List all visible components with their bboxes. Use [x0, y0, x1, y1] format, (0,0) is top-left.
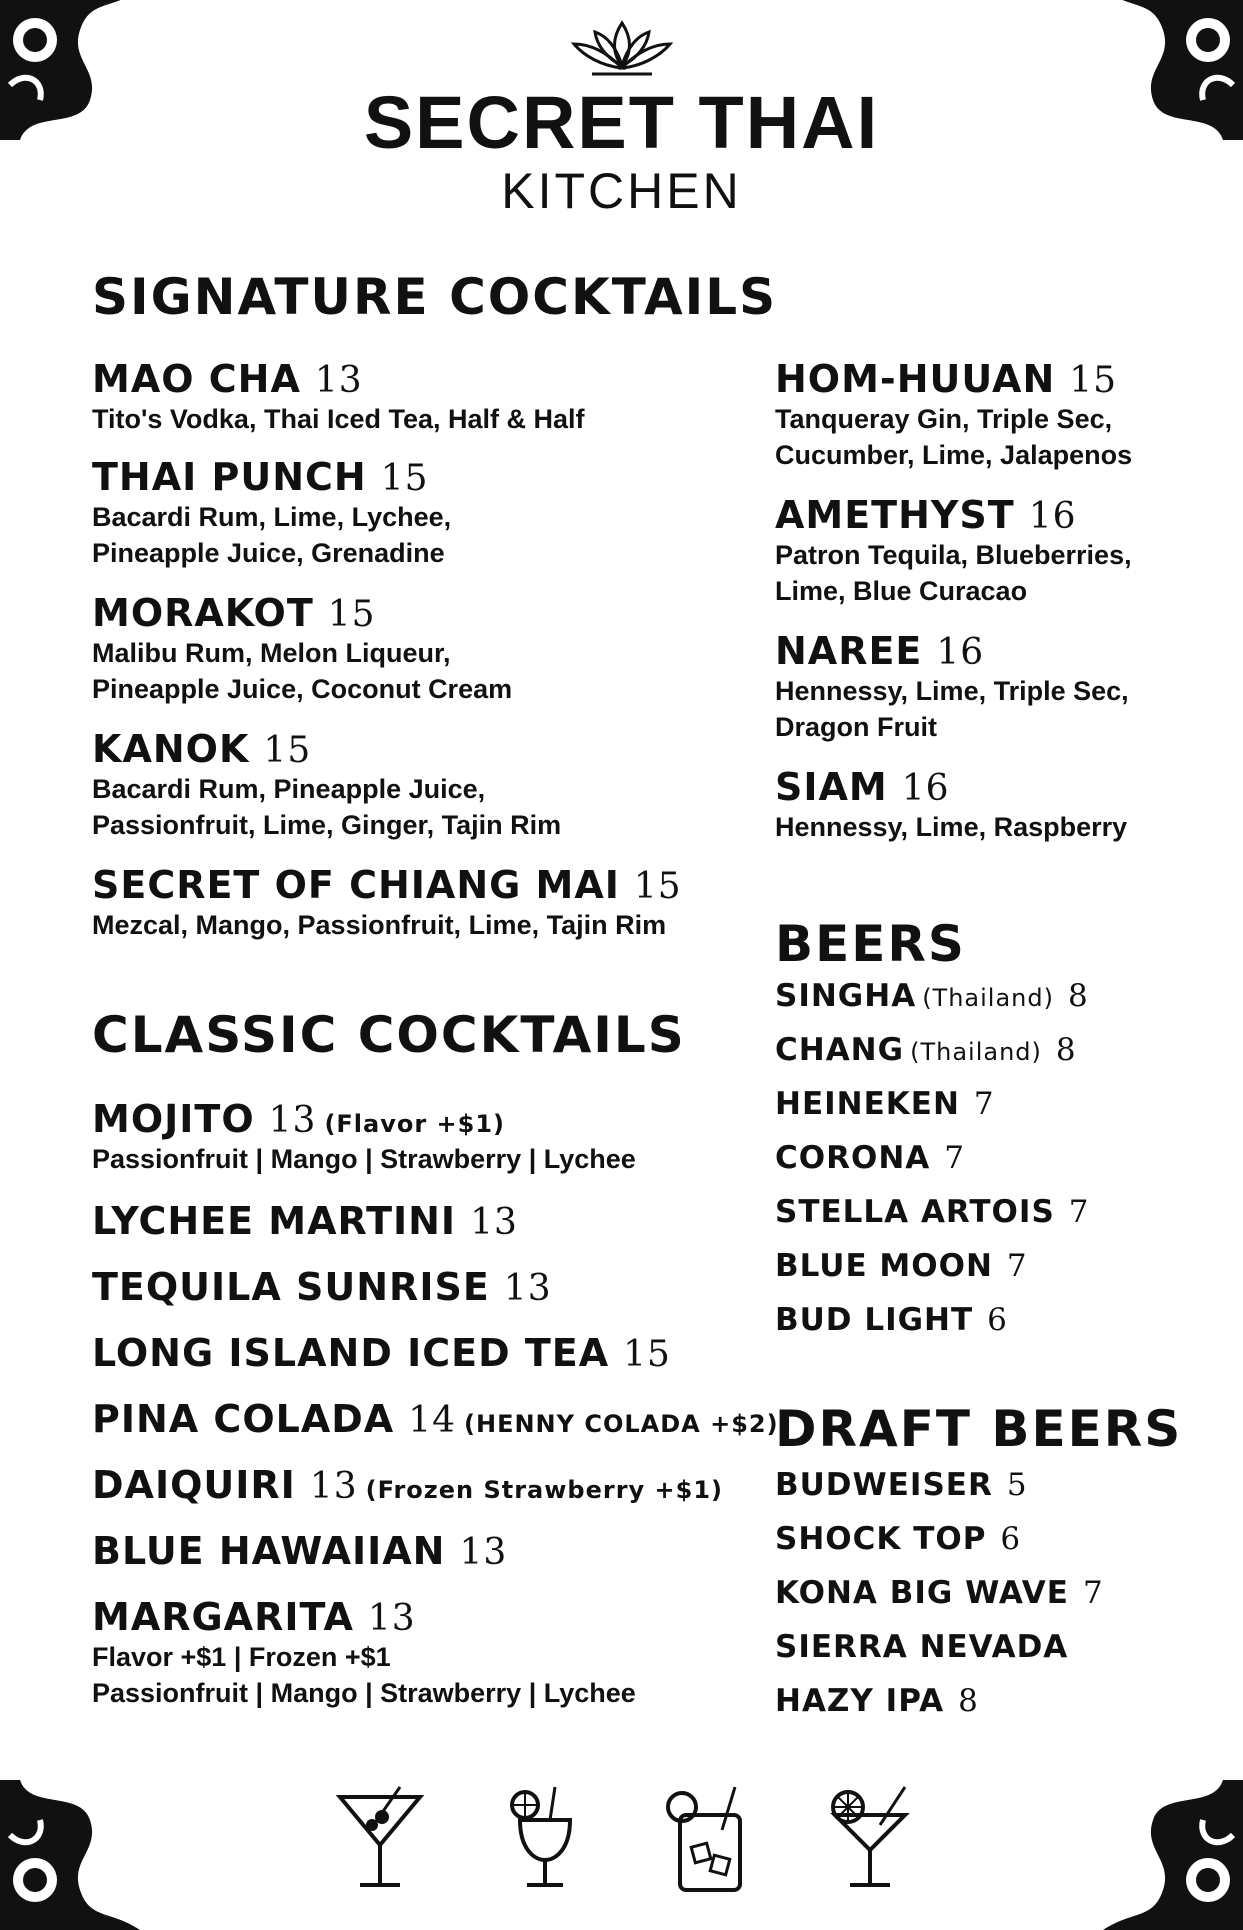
menu-item-price: 14 [408, 1400, 457, 1441]
beer-price: 7 [944, 1140, 965, 1176]
menu-item-price: 13 [459, 1532, 508, 1573]
menu-item-name: MOJITO [92, 1097, 255, 1141]
menu-item-description: Mezcal, Mango, Passionfruit, Lime, Tajin Rim [92, 909, 667, 940]
menu-item-price: 15 [263, 730, 312, 771]
restaurant-logo [0, 18, 1243, 219]
section-title-signature: SIGNATURE COCKTAILS [92, 268, 778, 326]
beer-item [775, 1683, 979, 1719]
beer-item [775, 1194, 1090, 1230]
menu-item-header [775, 357, 1132, 401]
beer-origin: (Thailand) [922, 984, 1054, 1012]
menu-item-name: LONG ISLAND ICED TEA [92, 1331, 610, 1375]
menu-item-description: Lime, Blue Curacao [775, 575, 1028, 606]
menu-item-description: Patron Tequila, Blueberries, [775, 539, 1132, 570]
menu-item [92, 1265, 552, 1309]
menu-item-header [92, 455, 451, 499]
menu-item-name: PINA COLADA [92, 1397, 395, 1441]
menu-item-price: 13 [314, 360, 363, 401]
drink-icons-row [330, 1785, 920, 1895]
menu-item-name: AMETHYST [775, 493, 1015, 537]
menu-item [92, 1529, 508, 1573]
menu-item-price: 15 [623, 1334, 671, 1375]
beer-origin: (Thailand) [910, 1038, 1042, 1066]
menu-item [92, 1331, 671, 1375]
menu-item-price: 15 [327, 594, 376, 635]
menu-item [775, 629, 1129, 744]
menu-item-header [92, 1595, 636, 1639]
menu-item-description: Flavor +$1 | Frozen +$1 [92, 1641, 391, 1672]
menu-item-name: SECRET OF CHIANG MAI [92, 863, 620, 907]
menu-item-note: (Flavor +$1) [324, 1110, 506, 1138]
menu-item-name: NAREE [775, 629, 923, 673]
beer-name: HAZY IPA [775, 1683, 945, 1719]
menu-item-header [92, 1265, 552, 1309]
martini-glass-icon [330, 1785, 430, 1895]
menu-item-header [92, 357, 585, 401]
beer-item [775, 978, 1089, 1014]
beer-name: SINGHA [775, 978, 917, 1014]
menu-item-header [92, 591, 512, 635]
menu-item-price: 15 [1069, 360, 1118, 401]
menu-item-name: TEQUILA SUNRISE [92, 1265, 490, 1309]
menu-item-name: SIAM [775, 765, 888, 809]
menu-item-price: 16 [936, 632, 985, 673]
menu-item-price: 13 [309, 1466, 358, 1507]
menu-item-price: 13 [503, 1268, 552, 1309]
menu-item-header [92, 727, 561, 771]
menu-item-header [92, 1463, 724, 1507]
menu-item-description: Bacardi Rum, Pineapple Juice, [92, 773, 486, 804]
tropical-drink-icon [495, 1785, 595, 1895]
menu-item [92, 455, 452, 570]
menu-item-name: LYCHEE MARTINI [92, 1199, 457, 1243]
menu-item-header [92, 1199, 518, 1243]
menu-item [92, 863, 682, 942]
beer-name: SIERRA NEVADA [775, 1629, 1069, 1665]
menu-item [92, 591, 513, 706]
menu-item-description: Passionfruit | Mango | Strawberry | Lychee [92, 1143, 636, 1174]
beer-name: HEINEKEN [775, 1086, 960, 1122]
beer-price: 7 [1006, 1248, 1028, 1284]
beer-price: 5 [1006, 1467, 1028, 1503]
menu-item-name: DAIQUIRI [92, 1463, 296, 1507]
menu-item-description: Pineapple Juice, Grenadine [92, 537, 445, 568]
beer-price: 6 [987, 1302, 1008, 1338]
menu-item [92, 1397, 779, 1441]
menu-item-name: MARGARITA [92, 1595, 354, 1639]
beer-name: BLUE MOON [775, 1248, 993, 1284]
menu-item [92, 1463, 724, 1507]
menu-item-note: (HENNY COLADA +$2) [464, 1410, 779, 1438]
corner-flourish-icon [1103, 1780, 1243, 1930]
menu-item-name: MORAKOT [92, 591, 314, 635]
beer-price: 7 [1068, 1194, 1090, 1230]
beer-price: 7 [1082, 1575, 1104, 1611]
beer-name: STELLA ARTOIS [775, 1194, 1055, 1230]
menu-item-header [92, 1529, 508, 1573]
section-title-beers: BEERS [775, 915, 966, 973]
beer-item [775, 1086, 995, 1122]
brand-name: SECRET THAI [363, 81, 880, 164]
beer-item [775, 1521, 1021, 1557]
menu-item-price: 13 [367, 1598, 416, 1639]
beer-name: KONA BIG WAVE [775, 1575, 1069, 1611]
menu-item-note: (Frozen Strawberry +$1) [365, 1476, 724, 1504]
menu-item-description: Tito's Vodka, Thai Iced Tea, Half & Half [92, 403, 585, 434]
menu-item-description: Tanqueray Gin, Triple Sec, [775, 403, 1113, 434]
section-title-draft: DRAFT BEERS [775, 1400, 1183, 1458]
beer-item [775, 1302, 1008, 1338]
menu-item-header [92, 863, 682, 907]
menu-item-price: 15 [633, 866, 682, 907]
menu-item-description: Dragon Fruit [775, 711, 937, 742]
beer-item [775, 1575, 1104, 1611]
beer-item [775, 1032, 1077, 1068]
menu-item [775, 357, 1133, 472]
lotus-icon [562, 18, 682, 78]
menu-item [775, 493, 1132, 608]
menu-item [92, 1097, 636, 1176]
menu-item-header [92, 1097, 636, 1141]
menu-item [92, 1595, 636, 1710]
iced-cocktail-icon [660, 1785, 760, 1895]
menu-item-description: Cucumber, Lime, Jalapenos [775, 439, 1133, 470]
beer-price: 7 [973, 1086, 995, 1122]
beer-price: 6 [1000, 1521, 1022, 1557]
menu-item-price: 16 [1028, 496, 1077, 537]
menu-item-header [92, 1397, 779, 1441]
menu-item-header [775, 765, 1127, 809]
citrus-cocktail-icon [820, 1785, 920, 1895]
menu-item-price: 13 [470, 1202, 518, 1243]
beer-price: 8 [1067, 978, 1089, 1014]
menu-item-description: Passionfruit, Lime, Ginger, Tajin Rim [92, 809, 562, 840]
menu-item-name: KANOK [92, 727, 250, 771]
beer-price: 8 [958, 1683, 979, 1719]
menu-item [92, 727, 562, 842]
menu-item-description: Passionfruit | Mango | Strawberry | Lychee [92, 1677, 636, 1708]
menu-item-header [775, 629, 1129, 673]
menu-item-description: Hennessy, Lime, Raspberry [775, 811, 1128, 842]
beer-name: BUD LIGHT [775, 1302, 974, 1338]
menu-item-name: HOM-HUUAN [775, 357, 1056, 401]
menu-item-name: BLUE HAWAIIAN [92, 1529, 446, 1573]
beer-name: CHANG [775, 1032, 905, 1068]
menu-item-description: Bacardi Rum, Lime, Lychee, [92, 501, 452, 532]
menu-item-price: 16 [901, 768, 950, 809]
menu-item [92, 1199, 518, 1243]
section-title-classic: CLASSIC COCKTAILS [92, 1006, 686, 1064]
menu-item [775, 765, 1128, 844]
menu-item-header [775, 493, 1132, 537]
menu-item-price: 15 [380, 458, 429, 499]
menu-item-description: Hennessy, Lime, Triple Sec, [775, 675, 1129, 706]
beer-item [775, 1467, 1028, 1503]
menu-item-header [92, 1331, 671, 1375]
beer-item [775, 1629, 1068, 1665]
menu-item-name: THAI PUNCH [92, 455, 367, 499]
menu-item-description: Malibu Rum, Melon Liqueur, [92, 637, 451, 668]
corner-flourish-icon [0, 1780, 140, 1930]
beer-name: BUDWEISER [775, 1467, 993, 1503]
beer-name: CORONA [775, 1140, 931, 1176]
brand-subtitle: KITCHEN [501, 163, 742, 219]
menu-item-name: MAO CHA [92, 357, 301, 401]
beer-item [775, 1140, 965, 1176]
beer-name: SHOCK TOP [775, 1521, 987, 1557]
menu-item-price: 13 [268, 1100, 317, 1141]
beer-price: 8 [1055, 1032, 1077, 1068]
menu-item [92, 357, 585, 436]
beer-item [775, 1248, 1028, 1284]
menu-item-description: Pineapple Juice, Coconut Cream [92, 673, 513, 704]
